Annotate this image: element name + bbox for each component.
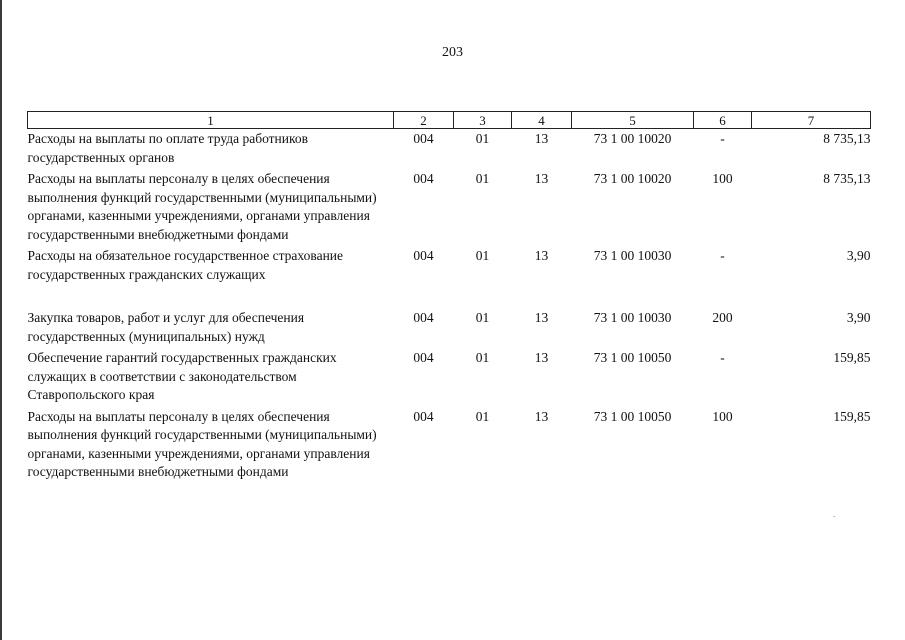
table-row [28,407,871,482]
column-header-5: 5 [572,112,694,129]
amount: 8 735,13 [823,131,871,146]
expense-type-code: - [720,248,725,263]
target-article-code: 73 1 00 10050 [593,408,672,424]
section-code: 01 [475,408,490,424]
budget-table [27,111,871,482]
scan-speck: . [833,509,836,519]
section-code: 01 [475,131,490,146]
expense-type-code: 200 [712,310,733,325]
department-code: 004 [413,171,434,186]
amount: 3,90 [846,310,871,325]
expense-type-code: 100 [712,408,733,424]
target-article-code: 73 1 00 10020 [593,131,672,146]
expense-name: Обеспечение гарантий государственных гражданских служащих в соответствии с законодательством Ставропольского края [27,350,337,402]
amount: 3,90 [846,248,871,263]
expense-name: Расходы на выплаты персоналу в целях обеспечения выполнения функций государственными (муниципальными) органами, казенными учреждениями, органами управления государственными внебюджетными фондами [27,408,377,479]
section-code: 01 [475,350,490,365]
target-article-code: 73 1 00 10030 [593,310,672,325]
subsection-code: 13 [534,408,549,424]
page-number: 203 [442,45,463,60]
expense-type-code: 100 [712,171,733,186]
page-left-edge [0,0,2,640]
amount: 159,85 [833,408,871,424]
subsection-code: 13 [534,171,549,186]
table-row [28,308,871,348]
table-row [28,246,871,308]
department-code: 004 [413,131,434,146]
column-header-2: 2 [394,112,454,129]
section-code: 01 [475,310,490,325]
department-code: 004 [413,350,434,365]
subsection-code: 13 [534,310,549,325]
table-row [28,348,871,407]
section-code: 01 [475,171,490,186]
section-code: 01 [475,248,490,263]
target-article-code: 73 1 00 10020 [593,171,672,186]
expense-type-code: - [720,131,725,146]
target-article-code: 73 1 00 10030 [593,248,672,263]
department-code: 004 [413,248,434,263]
expense-name: Закупка товаров, работ и услуг для обеспечения государственных (муниципальных) нужд [27,310,305,344]
table-row [28,129,871,170]
department-code: 004 [413,408,434,424]
subsection-code: 13 [534,248,549,263]
expense-type-code: - [720,350,725,365]
column-header-6: 6 [694,112,752,129]
column-header-4: 4 [512,112,572,129]
expense-name: Расходы на выплаты персоналу в целях обеспечения выполнения функций государственными (муниципальными) органами, казенными учреждениями, органами управления государственными внебюджетными фондами [27,171,377,242]
subsection-code: 13 [534,131,549,146]
column-header-7: 7 [752,112,871,129]
column-header-3: 3 [454,112,512,129]
table-row [28,169,871,246]
target-article-code: 73 1 00 10050 [593,350,672,365]
amount: 8 735,13 [823,171,871,186]
expense-name: Расходы на обязательное государственное страхование государственных гражданских служащих [27,248,344,282]
expense-name: Расходы на выплаты по оплате труда работников государственных органов [27,131,308,165]
column-number-header-row [28,112,871,129]
subsection-code: 13 [534,350,549,365]
amount: 159,85 [833,350,871,365]
column-header-1: 1 [28,112,394,129]
department-code: 004 [413,310,434,325]
